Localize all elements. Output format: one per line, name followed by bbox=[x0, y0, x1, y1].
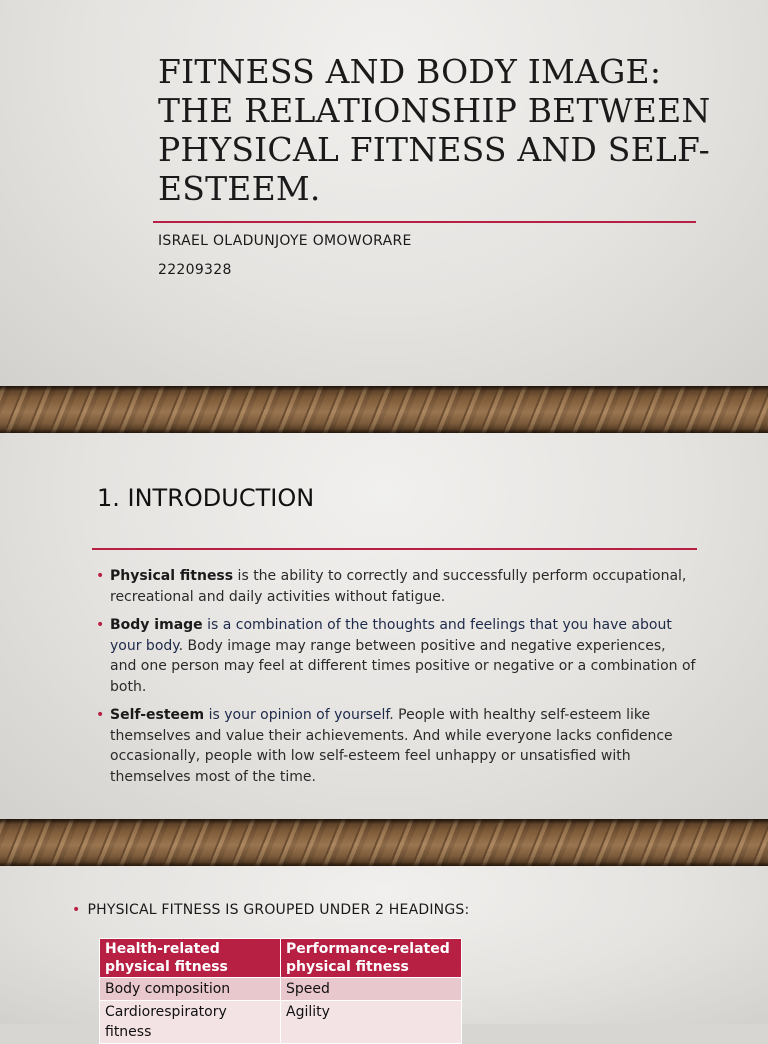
definition-highlight: is your opinion of yourself bbox=[204, 707, 390, 723]
table-cell: Body composition bbox=[100, 978, 281, 1001]
fitness-table bbox=[99, 938, 462, 1044]
intro-bullet-list bbox=[96, 566, 696, 795]
bullet-dot-icon: • bbox=[72, 902, 81, 918]
table-header-row bbox=[100, 939, 462, 978]
wood-floor-divider bbox=[0, 386, 768, 433]
list-item bbox=[96, 566, 696, 607]
student-id: 22209328 bbox=[158, 262, 232, 278]
table-cell: Cardiorespiratory fitness bbox=[100, 1001, 281, 1044]
author-name: ISRAEL OLADUNJOYE OMOWORARE bbox=[158, 233, 412, 249]
table-cell: Speed bbox=[281, 978, 462, 1001]
bullet-dot-icon: • bbox=[96, 568, 105, 584]
definition-text: . Body image may range between positive and negative experiences, and one person may feel at different times positive or negative or a combination of both. bbox=[110, 637, 696, 695]
definition-term: Body image bbox=[110, 617, 203, 633]
column-header: Health-related physical fitness bbox=[100, 939, 281, 978]
column-header: Performance-related physical fitness bbox=[281, 939, 462, 978]
slide-title: FITNESS AND BODY IMAGE: THE RELATIONSHIP BETWEEN PHYSICAL FITNESS AND SELF-ESTEEM. bbox=[158, 52, 711, 208]
grouping-bullet bbox=[72, 902, 469, 918]
title-divider bbox=[153, 221, 696, 223]
definition-text: is the ability to correctly and successfully perform occupational, recreational and daily activities without fatigue. bbox=[110, 568, 687, 605]
bullet-dot-icon: • bbox=[96, 707, 105, 723]
table-cell: Agility bbox=[281, 1001, 462, 1044]
slide-1 bbox=[0, 0, 768, 386]
table-row bbox=[100, 978, 462, 1001]
list-item bbox=[96, 615, 696, 697]
bullet-dot-icon: • bbox=[96, 617, 105, 633]
definition-term: Self-esteem bbox=[110, 707, 205, 723]
list-item bbox=[96, 705, 696, 787]
wood-floor-divider bbox=[0, 819, 768, 866]
section-heading: 1. INTRODUCTION bbox=[97, 484, 315, 512]
definition-text: . People with healthy self-esteem like themselves and value their achievements. And while everyone lacks confidence occasionally, people with low self-esteem feel unhappy or unsatisfied with themselves most of the time. bbox=[110, 707, 673, 785]
heading-divider bbox=[92, 548, 697, 550]
definition-term: Physical fitness bbox=[110, 568, 234, 584]
definition-highlight: is a combination of the thoughts and feelings that you have about your body bbox=[110, 617, 672, 654]
grouping-bullet-text: PHYSICAL FITNESS IS GROUPED UNDER 2 HEADINGS: bbox=[87, 902, 470, 918]
table-row bbox=[100, 1001, 462, 1044]
